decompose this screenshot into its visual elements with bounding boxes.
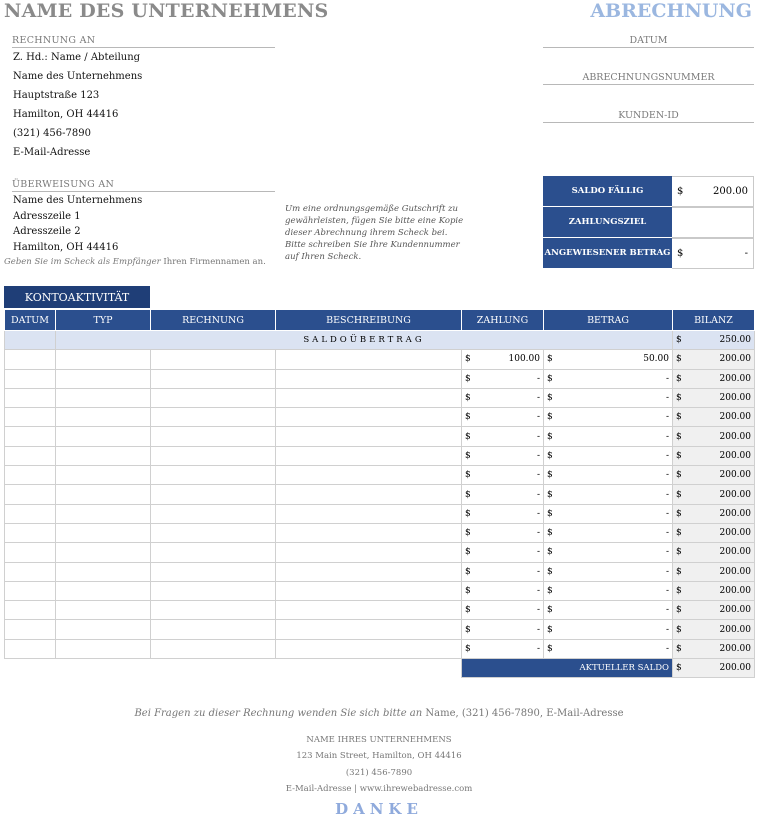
invoice-cell[interactable] — [151, 408, 276, 427]
balance-cell-value: 200.00 — [719, 586, 751, 596]
table-row — [5, 485, 755, 504]
currency-symbol: $ — [676, 431, 682, 442]
current-balance-value — [673, 659, 755, 678]
payment-cell[interactable] — [462, 427, 544, 446]
activity-header-row — [5, 310, 755, 331]
currency-symbol: $ — [465, 373, 471, 384]
currency-symbol: $ — [547, 393, 553, 404]
balance-cell — [673, 350, 755, 369]
summary-box — [543, 176, 754, 269]
table-row — [5, 446, 755, 465]
currency-symbol: $ — [465, 624, 471, 635]
account-activity-tab: KONTOAKTIVITÄT — [4, 286, 150, 308]
balance-cell-value: 200.00 — [719, 393, 751, 404]
currency-symbol: $ — [465, 508, 471, 519]
amount-cell-value: - — [665, 624, 669, 635]
amount-cell-value: 50.00 — [643, 354, 669, 365]
description-cell[interactable] — [276, 466, 462, 485]
remit-to-address — [13, 195, 142, 257]
statement-number-label: ABRECHNUNGSNUMMER — [543, 72, 754, 85]
payment-terms-row — [543, 207, 754, 238]
currency-symbol: $ — [676, 373, 682, 384]
type-cell[interactable] — [56, 485, 151, 504]
footer-address: 123 Main Street, Hamilton, OH 44416 — [296, 751, 462, 761]
middle-note: Um eine ordnungsgemäße Gutschrift zu gewährleisten, fügen Sie bitte eine Kopie dieser Abrechnung ihrem Scheck bei. Bitte schreiben Sie Ihre Kundennummer auf Ihren Scheck. — [285, 204, 464, 262]
balance-cell — [673, 408, 755, 427]
payment-cell-value: - — [536, 470, 540, 481]
payment-terms-value[interactable] — [672, 207, 754, 238]
currency-symbol: $ — [465, 393, 471, 404]
date-cell[interactable] — [5, 446, 56, 465]
description-cell[interactable] — [276, 562, 462, 581]
bill-to-label: RECHNUNG AN — [12, 35, 275, 48]
questions-line — [0, 708, 758, 719]
invoice-cell[interactable] — [151, 504, 276, 523]
payment-cell-value: - — [536, 431, 540, 442]
date-cell[interactable] — [5, 543, 56, 562]
payment-cell[interactable] — [462, 601, 544, 620]
balance-cell — [673, 369, 755, 388]
currency-symbol: $ — [547, 528, 553, 539]
footer-company-name: NAME IHRES UNTERNEHMENS — [306, 735, 452, 745]
currency-symbol: $ — [465, 547, 471, 558]
amount-cell-value: - — [665, 643, 669, 654]
payment-cell[interactable] — [462, 543, 544, 562]
invoice-cell[interactable] — [151, 466, 276, 485]
payment-cell-value: - — [536, 643, 540, 654]
amount-cell[interactable] — [544, 523, 673, 542]
invoice-cell[interactable] — [151, 427, 276, 446]
amount-cell-value: - — [665, 431, 669, 442]
payment-cell-value: - — [536, 528, 540, 539]
description-cell[interactable] — [276, 601, 462, 620]
type-cell[interactable] — [56, 408, 151, 427]
table-row — [5, 504, 755, 523]
column-header-date: DATUM — [5, 310, 56, 331]
amount-cell-value: - — [665, 393, 669, 404]
currency-symbol: $ — [676, 393, 682, 404]
currency-symbol: $ — [547, 643, 553, 654]
carry-forward-amount: 250.00 — [719, 335, 751, 346]
date-cell[interactable] — [5, 408, 56, 427]
balance-cell-value: 200.00 — [719, 373, 751, 384]
payment-cell[interactable] — [462, 408, 544, 427]
date-cell[interactable] — [5, 466, 56, 485]
amount-cell-value: - — [665, 450, 669, 461]
table-row — [5, 543, 755, 562]
balance-cell — [673, 504, 755, 523]
carry-forward-label: SALDOÜBERTRAG — [56, 331, 673, 350]
date-cell[interactable] — [5, 350, 56, 369]
currency-symbol: $ — [465, 354, 471, 365]
date-cell[interactable] — [5, 523, 56, 542]
carry-forward-row — [5, 331, 755, 350]
column-header-description: BESCHREIBUNG — [276, 310, 462, 331]
customer-id-label: KUNDEN-ID — [543, 110, 754, 123]
payment-cell-value: - — [536, 624, 540, 635]
currency-symbol: $ — [547, 605, 553, 616]
currency-symbol: $ — [465, 605, 471, 616]
description-cell[interactable] — [276, 446, 462, 465]
amount-cell-value: - — [665, 508, 669, 519]
amount-cell-value: - — [665, 528, 669, 539]
current-balance-row — [5, 659, 755, 678]
balance-cell — [673, 485, 755, 504]
type-cell[interactable] — [56, 601, 151, 620]
currency-symbol: $ — [677, 248, 684, 259]
invoice-cell[interactable] — [151, 446, 276, 465]
table-row — [5, 369, 755, 388]
payment-cell-value: 100.00 — [508, 354, 540, 365]
remit-note — [4, 257, 266, 267]
description-cell[interactable] — [276, 504, 462, 523]
currency-symbol: $ — [465, 566, 471, 577]
currency-symbol: $ — [676, 566, 682, 577]
payment-cell[interactable] — [462, 369, 544, 388]
amount-cell[interactable] — [544, 562, 673, 581]
type-cell[interactable] — [56, 350, 151, 369]
invoice-cell[interactable] — [151, 581, 276, 600]
payment-cell[interactable] — [462, 562, 544, 581]
payment-cell[interactable] — [462, 620, 544, 639]
table-row — [5, 581, 755, 600]
table-row — [5, 427, 755, 446]
questions-italic: Bei Fragen zu dieser Rechnung wenden Sie sich bitte an — [134, 708, 423, 719]
date-cell[interactable] — [5, 562, 56, 581]
description-cell[interactable] — [276, 543, 462, 562]
balance-cell — [673, 543, 755, 562]
date-cell[interactable] — [5, 581, 56, 600]
footer-phone: (321) 456-7890 — [345, 768, 413, 778]
remit-to-line: Name des Unternehmens — [13, 195, 143, 206]
date-cell[interactable] — [5, 639, 56, 658]
company-name-title: NAME DES UNTERNEHMENS — [4, 0, 329, 22]
table-row — [5, 523, 755, 542]
invoice-cell[interactable] — [151, 350, 276, 369]
amount-cell-value: - — [665, 412, 669, 423]
currency-symbol: $ — [676, 663, 682, 674]
bill-to-line: Name des Unternehmens — [13, 71, 143, 82]
amount-enclosed-value[interactable] — [672, 238, 754, 269]
balance-cell-value: 200.00 — [719, 624, 751, 635]
currency-symbol: $ — [547, 412, 553, 423]
document-title: ABRECHNUNG — [590, 0, 752, 22]
payment-cell-value: - — [536, 393, 540, 404]
amount-cell-value: - — [665, 547, 669, 558]
amount-cell[interactable] — [544, 350, 673, 369]
payment-terms-label: ZAHLUNGSZIEL — [543, 207, 672, 238]
currency-symbol: $ — [676, 605, 682, 616]
date-cell[interactable] — [5, 427, 56, 446]
payment-cell-value: - — [536, 489, 540, 500]
currency-symbol: $ — [465, 450, 471, 461]
date-cell[interactable] — [5, 620, 56, 639]
invoice-cell[interactable] — [151, 562, 276, 581]
amount-cell[interactable] — [544, 620, 673, 639]
remit-to-line: Hamilton, OH 44416 — [13, 241, 119, 253]
table-row — [5, 601, 755, 620]
currency-symbol: $ — [676, 335, 682, 346]
current-balance-spacer — [5, 659, 462, 678]
bill-to-line: Z. Hd.: Name / Abteilung — [13, 52, 141, 63]
invoice-cell[interactable] — [151, 601, 276, 620]
questions-contact: Name, (321) 456-7890, E-Mail-Adresse — [422, 708, 624, 719]
payment-cell[interactable] — [462, 581, 544, 600]
currency-symbol: $ — [465, 643, 471, 654]
currency-symbol: $ — [676, 450, 682, 461]
currency-symbol: $ — [547, 566, 553, 577]
amount-cell[interactable] — [544, 427, 673, 446]
currency-symbol: $ — [676, 586, 682, 596]
invoice-cell[interactable] — [151, 543, 276, 562]
currency-symbol: $ — [676, 354, 682, 365]
description-cell[interactable] — [276, 408, 462, 427]
description-cell[interactable] — [276, 485, 462, 504]
description-cell[interactable] — [276, 581, 462, 600]
currency-symbol: $ — [676, 489, 682, 500]
currency-symbol: $ — [465, 489, 471, 500]
balance-cell-value: 200.00 — [719, 547, 751, 558]
amount-cell[interactable] — [544, 543, 673, 562]
remit-to-line: Adresszeile 2 — [13, 226, 81, 237]
description-cell[interactable] — [276, 620, 462, 639]
currency-symbol: $ — [547, 508, 553, 519]
remit-note-italic: Geben Sie im Scheck als Empfänger — [4, 257, 161, 267]
balance-cell — [673, 639, 755, 658]
bill-to-line: E-Mail-Adresse — [13, 147, 91, 158]
amount-cell-value: - — [665, 373, 669, 384]
footer-contact: E-Mail-Adresse | www.ihrewebadresse.com — [285, 784, 473, 794]
description-cell[interactable] — [276, 350, 462, 369]
payment-cell[interactable] — [462, 523, 544, 542]
balance-cell-value: 200.00 — [719, 566, 751, 577]
currency-symbol: $ — [676, 643, 682, 654]
date-label: DATUM — [543, 35, 754, 48]
type-cell[interactable] — [56, 639, 151, 658]
payment-cell-value: - — [536, 586, 540, 596]
currency-symbol: $ — [676, 470, 682, 481]
amount-cell[interactable] — [544, 388, 673, 407]
amount-cell[interactable] — [544, 369, 673, 388]
balance-cell-value: 200.00 — [719, 643, 751, 654]
type-cell[interactable] — [56, 581, 151, 600]
currency-symbol: $ — [676, 547, 682, 558]
table-row — [5, 388, 755, 407]
current-balance-amount: 200.00 — [719, 663, 751, 674]
invoice-cell[interactable] — [151, 639, 276, 658]
amount-cell[interactable] — [544, 581, 673, 600]
amount-cell[interactable] — [544, 601, 673, 620]
description-cell[interactable] — [276, 427, 462, 446]
balance-cell — [673, 620, 755, 639]
currency-symbol: $ — [465, 412, 471, 423]
balance-cell-value: 200.00 — [719, 470, 751, 481]
current-balance-label: AKTUELLER SALDO — [462, 659, 673, 678]
payment-cell[interactable] — [462, 639, 544, 658]
type-cell[interactable] — [56, 620, 151, 639]
carry-forward-empty — [5, 331, 56, 350]
payment-cell[interactable] — [462, 485, 544, 504]
currency-symbol: $ — [547, 586, 553, 596]
remit-to-label: ÜBERWEISUNG AN — [12, 179, 275, 192]
currency-symbol: $ — [465, 586, 471, 596]
payment-cell-value: - — [536, 605, 540, 616]
column-header-amount: BETRAG — [544, 310, 673, 331]
balance-cell-value: 200.00 — [719, 354, 751, 365]
amount-cell[interactable] — [544, 408, 673, 427]
currency-symbol: $ — [547, 489, 553, 500]
amount-cell-value: - — [665, 605, 669, 616]
table-row — [5, 408, 755, 427]
type-cell[interactable] — [56, 446, 151, 465]
currency-symbol: $ — [547, 373, 553, 384]
bill-to-line: (321) 456-7890 — [13, 128, 91, 139]
payment-cell-value: - — [536, 547, 540, 558]
balance-due-amount: 200.00 — [713, 186, 748, 197]
payment-cell-value: - — [536, 450, 540, 461]
amount-cell[interactable] — [544, 639, 673, 658]
balance-due-row — [543, 176, 754, 207]
thank-you-text: DANKE — [335, 800, 423, 818]
date-cell[interactable] — [5, 388, 56, 407]
table-row — [5, 639, 755, 658]
description-cell[interactable] — [276, 523, 462, 542]
amount-enclosed-amount: - — [744, 248, 748, 259]
column-header-type: TYP — [56, 310, 151, 331]
type-cell[interactable] — [56, 466, 151, 485]
payment-cell[interactable] — [462, 466, 544, 485]
type-cell[interactable] — [56, 523, 151, 542]
balance-cell-value: 200.00 — [719, 450, 751, 461]
invoice-cell[interactable] — [151, 388, 276, 407]
balance-cell-value: 200.00 — [719, 508, 751, 519]
balance-cell — [673, 562, 755, 581]
remit-note-plain: Ihren Firmennamen an. — [160, 257, 266, 267]
payment-cell[interactable] — [462, 388, 544, 407]
amount-enclosed-label: ANGEWIESENER BETRAG — [543, 238, 672, 269]
table-row — [5, 350, 755, 369]
bill-to-line: Hamilton, OH 44416 — [13, 109, 119, 120]
currency-symbol: $ — [547, 624, 553, 635]
currency-symbol: $ — [547, 354, 553, 365]
remit-to-line: Adresszeile 1 — [13, 210, 81, 222]
type-cell[interactable] — [56, 562, 151, 581]
invoice-cell[interactable] — [151, 523, 276, 542]
description-cell[interactable] — [276, 639, 462, 658]
column-header-payment: ZAHLUNG — [462, 310, 544, 331]
amount-cell[interactable] — [544, 446, 673, 465]
balance-due-label: SALDO FÄLLIG — [543, 176, 672, 207]
invoice-cell[interactable] — [151, 369, 276, 388]
amount-enclosed-row — [543, 238, 754, 269]
description-cell[interactable] — [276, 388, 462, 407]
currency-symbol: $ — [676, 528, 682, 539]
bill-to-address — [13, 52, 142, 166]
amount-cell-value: - — [665, 586, 669, 596]
balance-cell — [673, 523, 755, 542]
balance-cell-value: 200.00 — [719, 605, 751, 616]
table-row — [5, 562, 755, 581]
balance-cell — [673, 446, 755, 465]
currency-symbol: $ — [676, 412, 682, 423]
column-header-invoice: RECHNUNG — [151, 310, 276, 331]
date-cell[interactable] — [5, 601, 56, 620]
table-row — [5, 466, 755, 485]
amount-cell[interactable] — [544, 466, 673, 485]
type-cell[interactable] — [56, 543, 151, 562]
type-cell[interactable] — [56, 504, 151, 523]
amount-cell-value: - — [665, 489, 669, 500]
currency-symbol: $ — [547, 547, 553, 558]
description-cell[interactable] — [276, 369, 462, 388]
balance-due-value — [672, 176, 754, 207]
currency-symbol: $ — [676, 624, 682, 635]
amount-cell-value: - — [665, 566, 669, 577]
invoice-cell[interactable] — [151, 620, 276, 639]
currency-symbol: $ — [547, 431, 553, 442]
currency-symbol: $ — [547, 470, 553, 481]
amount-cell[interactable] — [544, 504, 673, 523]
type-cell[interactable] — [56, 427, 151, 446]
balance-cell — [673, 581, 755, 600]
balance-cell — [673, 388, 755, 407]
payment-cell[interactable] — [462, 504, 544, 523]
payment-cell-value: - — [536, 373, 540, 384]
balance-cell-value: 200.00 — [719, 412, 751, 423]
payment-cell[interactable] — [462, 446, 544, 465]
date-cell[interactable] — [5, 485, 56, 504]
currency-symbol: $ — [465, 470, 471, 481]
payment-cell-value: - — [536, 508, 540, 519]
currency-symbol: $ — [465, 431, 471, 442]
payment-cell-value: - — [536, 412, 540, 423]
currency-symbol: $ — [547, 450, 553, 461]
balance-cell — [673, 601, 755, 620]
column-header-balance: BILANZ — [673, 310, 755, 331]
balance-cell-value: 200.00 — [719, 489, 751, 500]
bill-to-line: Hauptstraße 123 — [13, 90, 100, 101]
payment-cell[interactable] — [462, 350, 544, 369]
invoice-cell[interactable] — [151, 485, 276, 504]
type-cell[interactable] — [56, 369, 151, 388]
date-cell[interactable] — [5, 369, 56, 388]
table-row — [5, 620, 755, 639]
payment-cell-value: - — [536, 566, 540, 577]
balance-cell — [673, 466, 755, 485]
date-cell[interactable] — [5, 504, 56, 523]
carry-forward-balance — [673, 331, 755, 350]
currency-symbol: $ — [677, 186, 684, 197]
balance-cell-value: 200.00 — [719, 528, 751, 539]
balance-cell-value: 200.00 — [719, 431, 751, 442]
amount-cell[interactable] — [544, 485, 673, 504]
currency-symbol: $ — [676, 508, 682, 519]
type-cell[interactable] — [56, 388, 151, 407]
balance-cell — [673, 427, 755, 446]
currency-symbol: $ — [465, 528, 471, 539]
activity-table — [4, 309, 755, 678]
amount-cell-value: - — [665, 470, 669, 481]
